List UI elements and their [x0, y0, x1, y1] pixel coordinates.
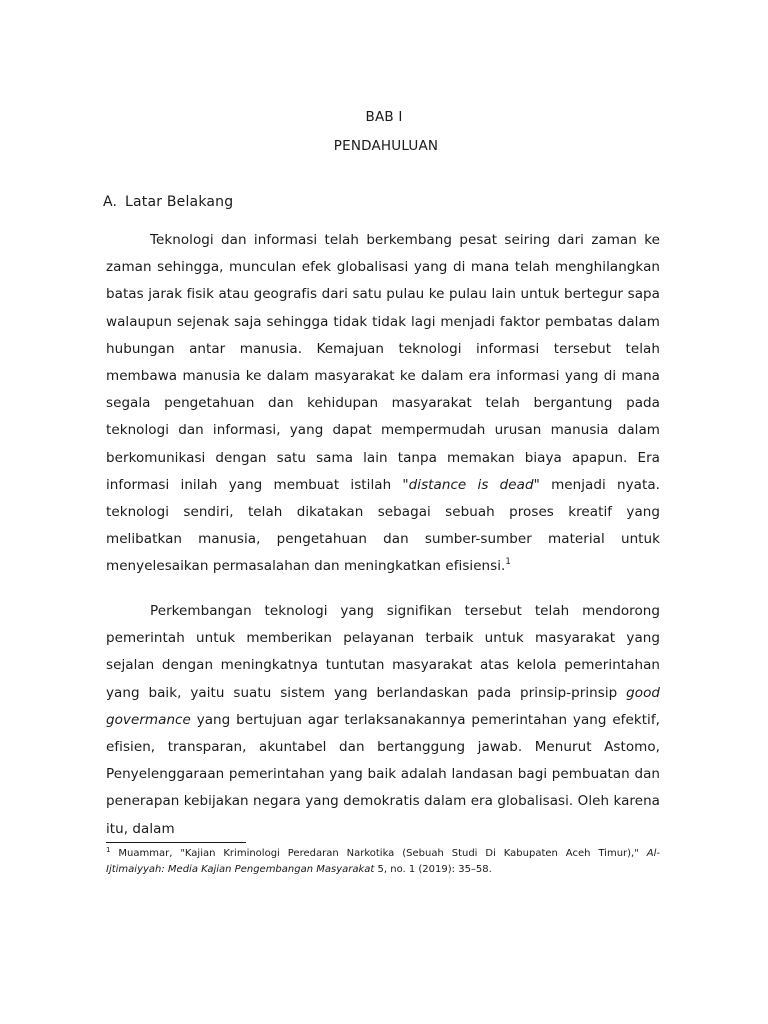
paragraph-2: [106, 598, 660, 843]
paragraph-2-italic: good govermance: [106, 684, 660, 728]
paragraph-1-italic: "distance is dead": [402, 476, 540, 493]
paragraph-1-text-b: menjadi nyata. teknologi sendiri, telah dikatakan sebagai sebuah proses kreatif yang melibatkan manusia, pengetahuan dan sumber-sumber material untuk menyelesaikan permasalahan dan meningkatkan efisiensi.: [106, 476, 660, 575]
footnote-separator: [106, 842, 246, 843]
chapter-title: PENDAHULUAN: [333, 138, 439, 154]
footnote-text-b: 5, no. 1 (2019): 35–58.: [374, 864, 492, 875]
section-number: A.: [103, 194, 118, 210]
footnote-text-a: Muammar, "Kajian Kriminologi Peredaran Narkotika (Sebuah Studi Di Kabupaten Aceh Timur),": [110, 848, 647, 859]
paragraph-1-text-a: Teknologi dan informasi telah berkembang pesat seiring dari zaman ke zaman sehingga, munculan efek globalisasi yang di mana telah menghilangkan batas jarak fisik atau geografis dari satu pulau ke pulau lain untuk bertegur sapa walaupun sejenak saja sehingga tidak tidak lagi menjadi faktor pembatas dalam hubungan antar manusia. Kemajuan teknologi informasi tersebut telah membawa manusia ke dalam masyarakat ke dalam era informasi yang di mana segala pengetahuan dan kehidupan masyarakat telah bergantung pada teknologi dan informasi, yang dapat mempermudah urusan manusia dalam berkomunikasi dengan satu sama lain tanpa memakan biaya apapun. Era informasi inilah yang membuat istilah: [106, 232, 660, 493]
footnote-italic: Al-Ijtimaiyyah: Media Kajian Pengembangan Masyarakat: [106, 848, 660, 875]
section-title: Latar Belakang: [125, 194, 234, 210]
footnote-1: [106, 846, 660, 878]
section-heading: [103, 194, 233, 210]
footnote-reference[interactable]: 1: [505, 557, 511, 568]
paragraph-1: [106, 227, 660, 581]
paragraph-2-text-b: yang bertujuan agar terlaksanakannya pemerintahan yang efektif, efisien, transparan, akuntabel dan bertanggung jawab. Menurut Astomo, Penyelenggaraan pemerintahan yang baik adalah landasan bagi pembuatan dan penerapan kebijakan negara yang demokratis dalam era globalisasi. Oleh karena itu, dalam: [106, 711, 660, 837]
paragraph-2-text-a: Perkembangan teknologi yang signifikan tersebut telah mendorong pemerintah untuk memberikan pelayanan terbaik untuk masyarakat yang sejalan dengan meningkatnya tuntutan masyarakat atas kelola pemerintahan yang baik, yaitu suatu sistem yang berlandaskan pada prinsip-prinsip: [106, 603, 660, 701]
chapter-label: BAB I: [365, 109, 403, 125]
footnote-number: 1: [106, 846, 111, 854]
